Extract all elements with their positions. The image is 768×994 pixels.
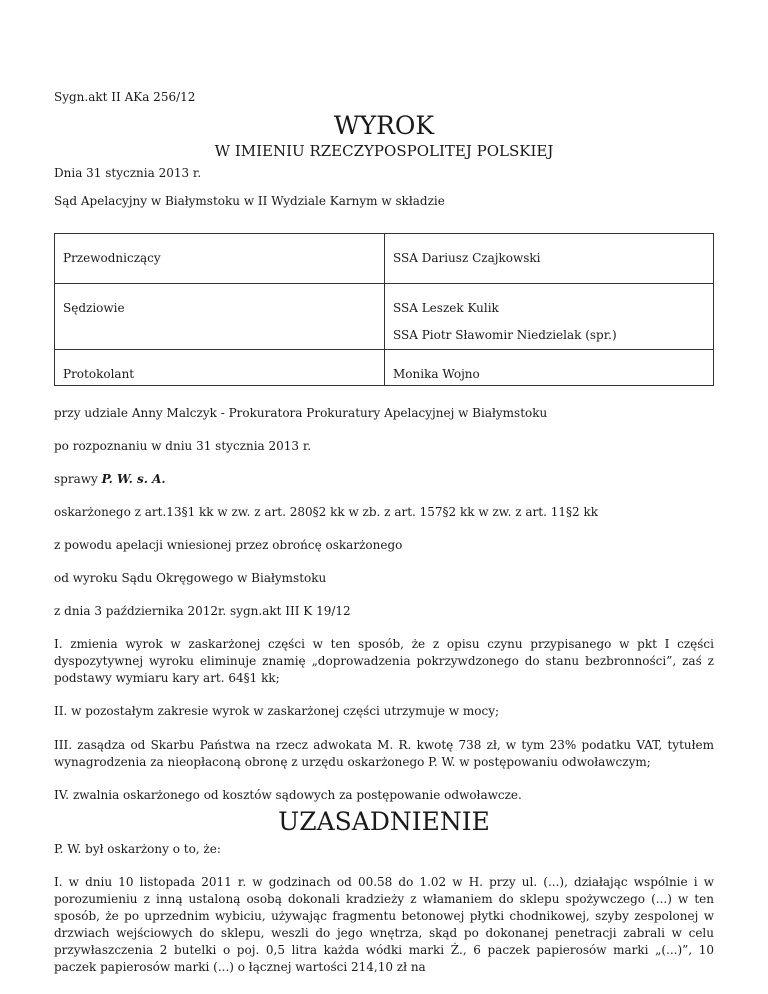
court-composition-table xyxy=(54,233,714,386)
composition-row xyxy=(55,234,714,284)
charge-line: oskarżonego z art.13§1 kk w zw. z art. 280§2 kk w zb. z art. 157§2 kk w zw. z art. 11§2 kk xyxy=(54,505,598,519)
case-line xyxy=(54,471,714,488)
ruling-point: III. zasądza od Skarbu Państwa na rzecz adwokata M. R. kwotę 738 zł, w tym 23% podatku VAT, tytułem wynagrodzenia za nieopłaconą obronę z urzędu oskarżonego P. W. w postępowaniu odwoławczym; xyxy=(54,738,714,769)
composition-name: SSA Piotr Sławomir Niedzielak (spr.) xyxy=(393,328,617,342)
justification-intro: P. W. był oskarżony o to, że: xyxy=(54,842,221,856)
justification-title: UZASADNIENIE xyxy=(278,807,490,836)
composition-role: Sędziowie xyxy=(55,284,385,350)
composition-name: Monika Wojno xyxy=(393,367,480,381)
composition-role: Protokolant xyxy=(55,350,385,386)
appeal-line: z powodu apelacji wniesionej przez obrońcę oskarżonego xyxy=(54,538,403,552)
composition-names xyxy=(385,234,714,284)
verdict-date: Dnia 31 stycznia 2013 r. xyxy=(54,166,202,180)
composition-names xyxy=(385,284,714,350)
composition-name: SSA Leszek Kulik xyxy=(393,301,499,315)
ruling-point: II. w pozostałym zakresie wyrok w zaskarżonej części utrzymuje w mocy; xyxy=(54,704,500,718)
hearing-line: po rozpoznaniu w dniu 31 stycznia 2013 r. xyxy=(54,439,312,453)
lower-court-date-line: z dnia 3 października 2012r. sygn.akt III K 19/12 xyxy=(54,604,351,618)
prosecutor-line: przy udziale Anny Malczyk - Prokuratora Prokuratury Apelacyjnej w Białymstoku xyxy=(54,406,548,420)
composition-role: Przewodniczący xyxy=(55,234,385,284)
composition-row xyxy=(55,284,714,350)
ruling-point: I. zmienia wyrok w zaskarżonej części w ten sposób, że z opisu czynu przypisanego w pkt I części dyspozytywnej wyroku eliminuje znamię „doprowadzenia pokrzywdzonego do stanu bezbronności”, zaś z podstawy wymiaru kary art. 64§1 kk; xyxy=(54,637,714,685)
court-name: Sąd Apelacyjny w Białymstoku w II Wydziale Karnym w składzie xyxy=(54,194,445,208)
ruling-point: IV. zwalnia oskarżonego od kosztów sądowych za postępowanie odwoławcze. xyxy=(54,788,522,802)
composition-name: SSA Dariusz Czajkowski xyxy=(393,251,541,265)
justification-point: I. w dniu 10 listopada 2011 r. w godzinach od 00.58 do 1.02 w H. przy ul. (...), działając wspólnie i w porozumieniu z inną ustaloną osobą dokonali kradzieży z włamaniem do sklepu spożywczego (...) w ten sposób, że po uprzednim wybiciu, używając fragmentu betonowej płytki chodnikowej, szyby zespolonej w drzwiach wejściowych do sklepu, weszli do jego wnętrza, skąd po dokonanej penetracji zabrali w celu przywłaszczenia 2 butelki o poj. 0,5 litra każda wódki marki Ż., 6 paczek papierosów marki „(...)”, 10 paczek papierosów marki (...) o łącznej wartości 214,10 zł na xyxy=(54,875,714,974)
composition-names xyxy=(385,350,714,386)
case-prefix: sprawy xyxy=(54,472,102,486)
composition-row xyxy=(55,350,714,386)
verdict-title: WYROK xyxy=(333,111,435,140)
lower-court-line: od wyroku Sądu Okręgowego w Białymstoku xyxy=(54,571,327,585)
verdict-subtitle: W IMIENIU RZECZYPOSPOLITEJ POLSKIEJ xyxy=(214,142,554,160)
case-reference: Sygn.akt II AKa 256/12 xyxy=(54,90,196,104)
defendant-name: P. W. s. A. xyxy=(101,472,166,486)
